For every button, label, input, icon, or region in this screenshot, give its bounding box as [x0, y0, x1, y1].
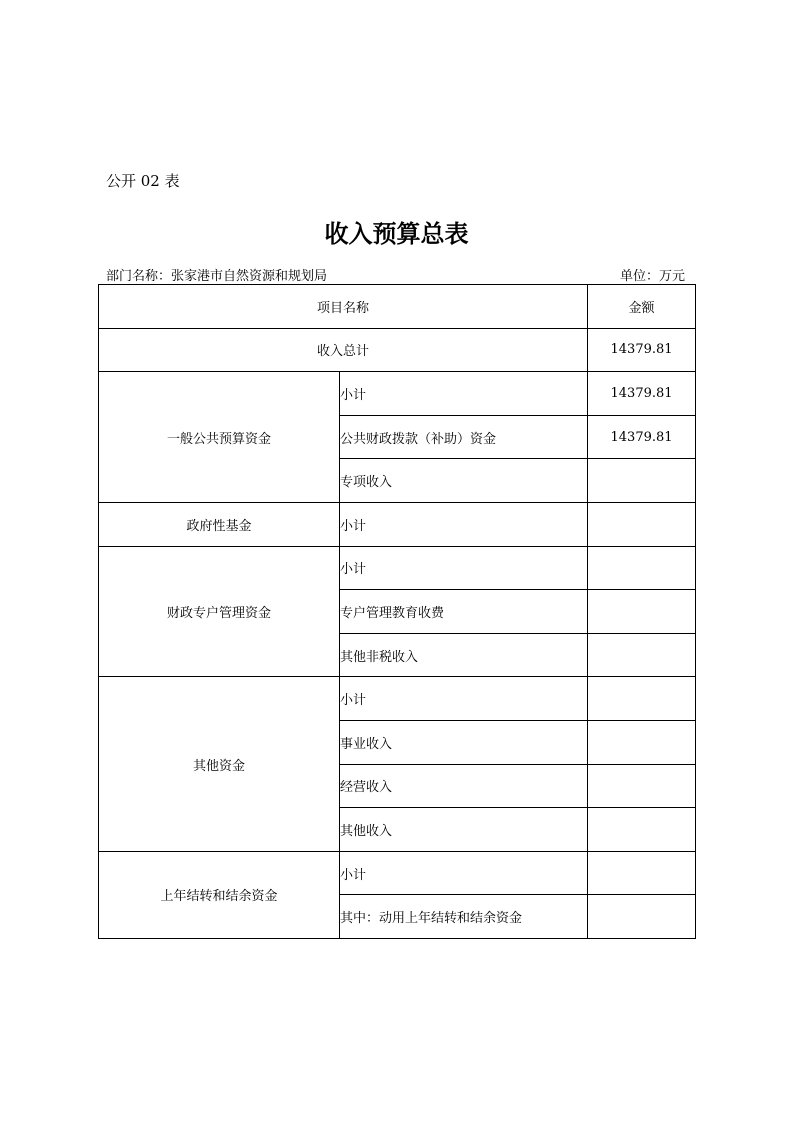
category-general-budget: 一般公共预算资金 [99, 372, 340, 503]
row-label: 其中：动用上年结转和结余资金 [340, 895, 588, 939]
row-amount [588, 546, 696, 590]
row-label: 小计 [340, 546, 588, 590]
row-label: 小计 [340, 677, 588, 721]
row-amount [588, 459, 696, 503]
row-label: 专户管理教育收费 [340, 590, 588, 634]
category-fiscal-special-account: 财政专户管理资金 [99, 546, 340, 677]
row-amount: 14379.81 [588, 372, 696, 416]
row-label: 其他收入 [340, 808, 588, 852]
table-row [99, 851, 696, 895]
row-amount [588, 895, 696, 939]
row-amount [588, 502, 696, 546]
table-row [99, 677, 696, 721]
row-amount [588, 720, 696, 764]
row-label: 公共财政拨款（补助）资金 [340, 415, 588, 459]
row-label: 小计 [340, 372, 588, 416]
row-amount [588, 633, 696, 677]
table-row [99, 372, 696, 416]
category-prior-year-carryover: 上年结转和结余资金 [99, 851, 340, 938]
total-row [99, 328, 696, 372]
row-label: 事业收入 [340, 720, 588, 764]
row-amount: 14379.81 [588, 415, 696, 459]
page-title: 收入预算总表 [324, 220, 469, 248]
row-label: 小计 [340, 502, 588, 546]
row-label: 经营收入 [340, 764, 588, 808]
row-label: 专项收入 [340, 459, 588, 503]
row-label: 其他非税收入 [340, 633, 588, 677]
form-number: 公开 02 表 [106, 172, 180, 190]
category-government-fund: 政府性基金 [99, 502, 340, 546]
table-header-row [99, 285, 696, 329]
row-amount [588, 851, 696, 895]
row-label: 小计 [340, 851, 588, 895]
income-budget-table [98, 284, 696, 939]
column-header-item: 项目名称 [99, 285, 588, 329]
total-amount: 14379.81 [588, 328, 696, 372]
row-amount [588, 677, 696, 721]
total-label: 收入总计 [99, 328, 588, 372]
row-amount [588, 808, 696, 852]
row-amount [588, 590, 696, 634]
unit-label: 单位：万元 [620, 269, 686, 284]
category-other-funds: 其他资金 [99, 677, 340, 851]
row-amount [588, 764, 696, 808]
table-row [99, 502, 696, 546]
department-name: 部门名称：张家港市自然资源和规划局 [106, 269, 328, 284]
table-row [99, 546, 696, 590]
column-header-amount: 金额 [588, 285, 696, 329]
